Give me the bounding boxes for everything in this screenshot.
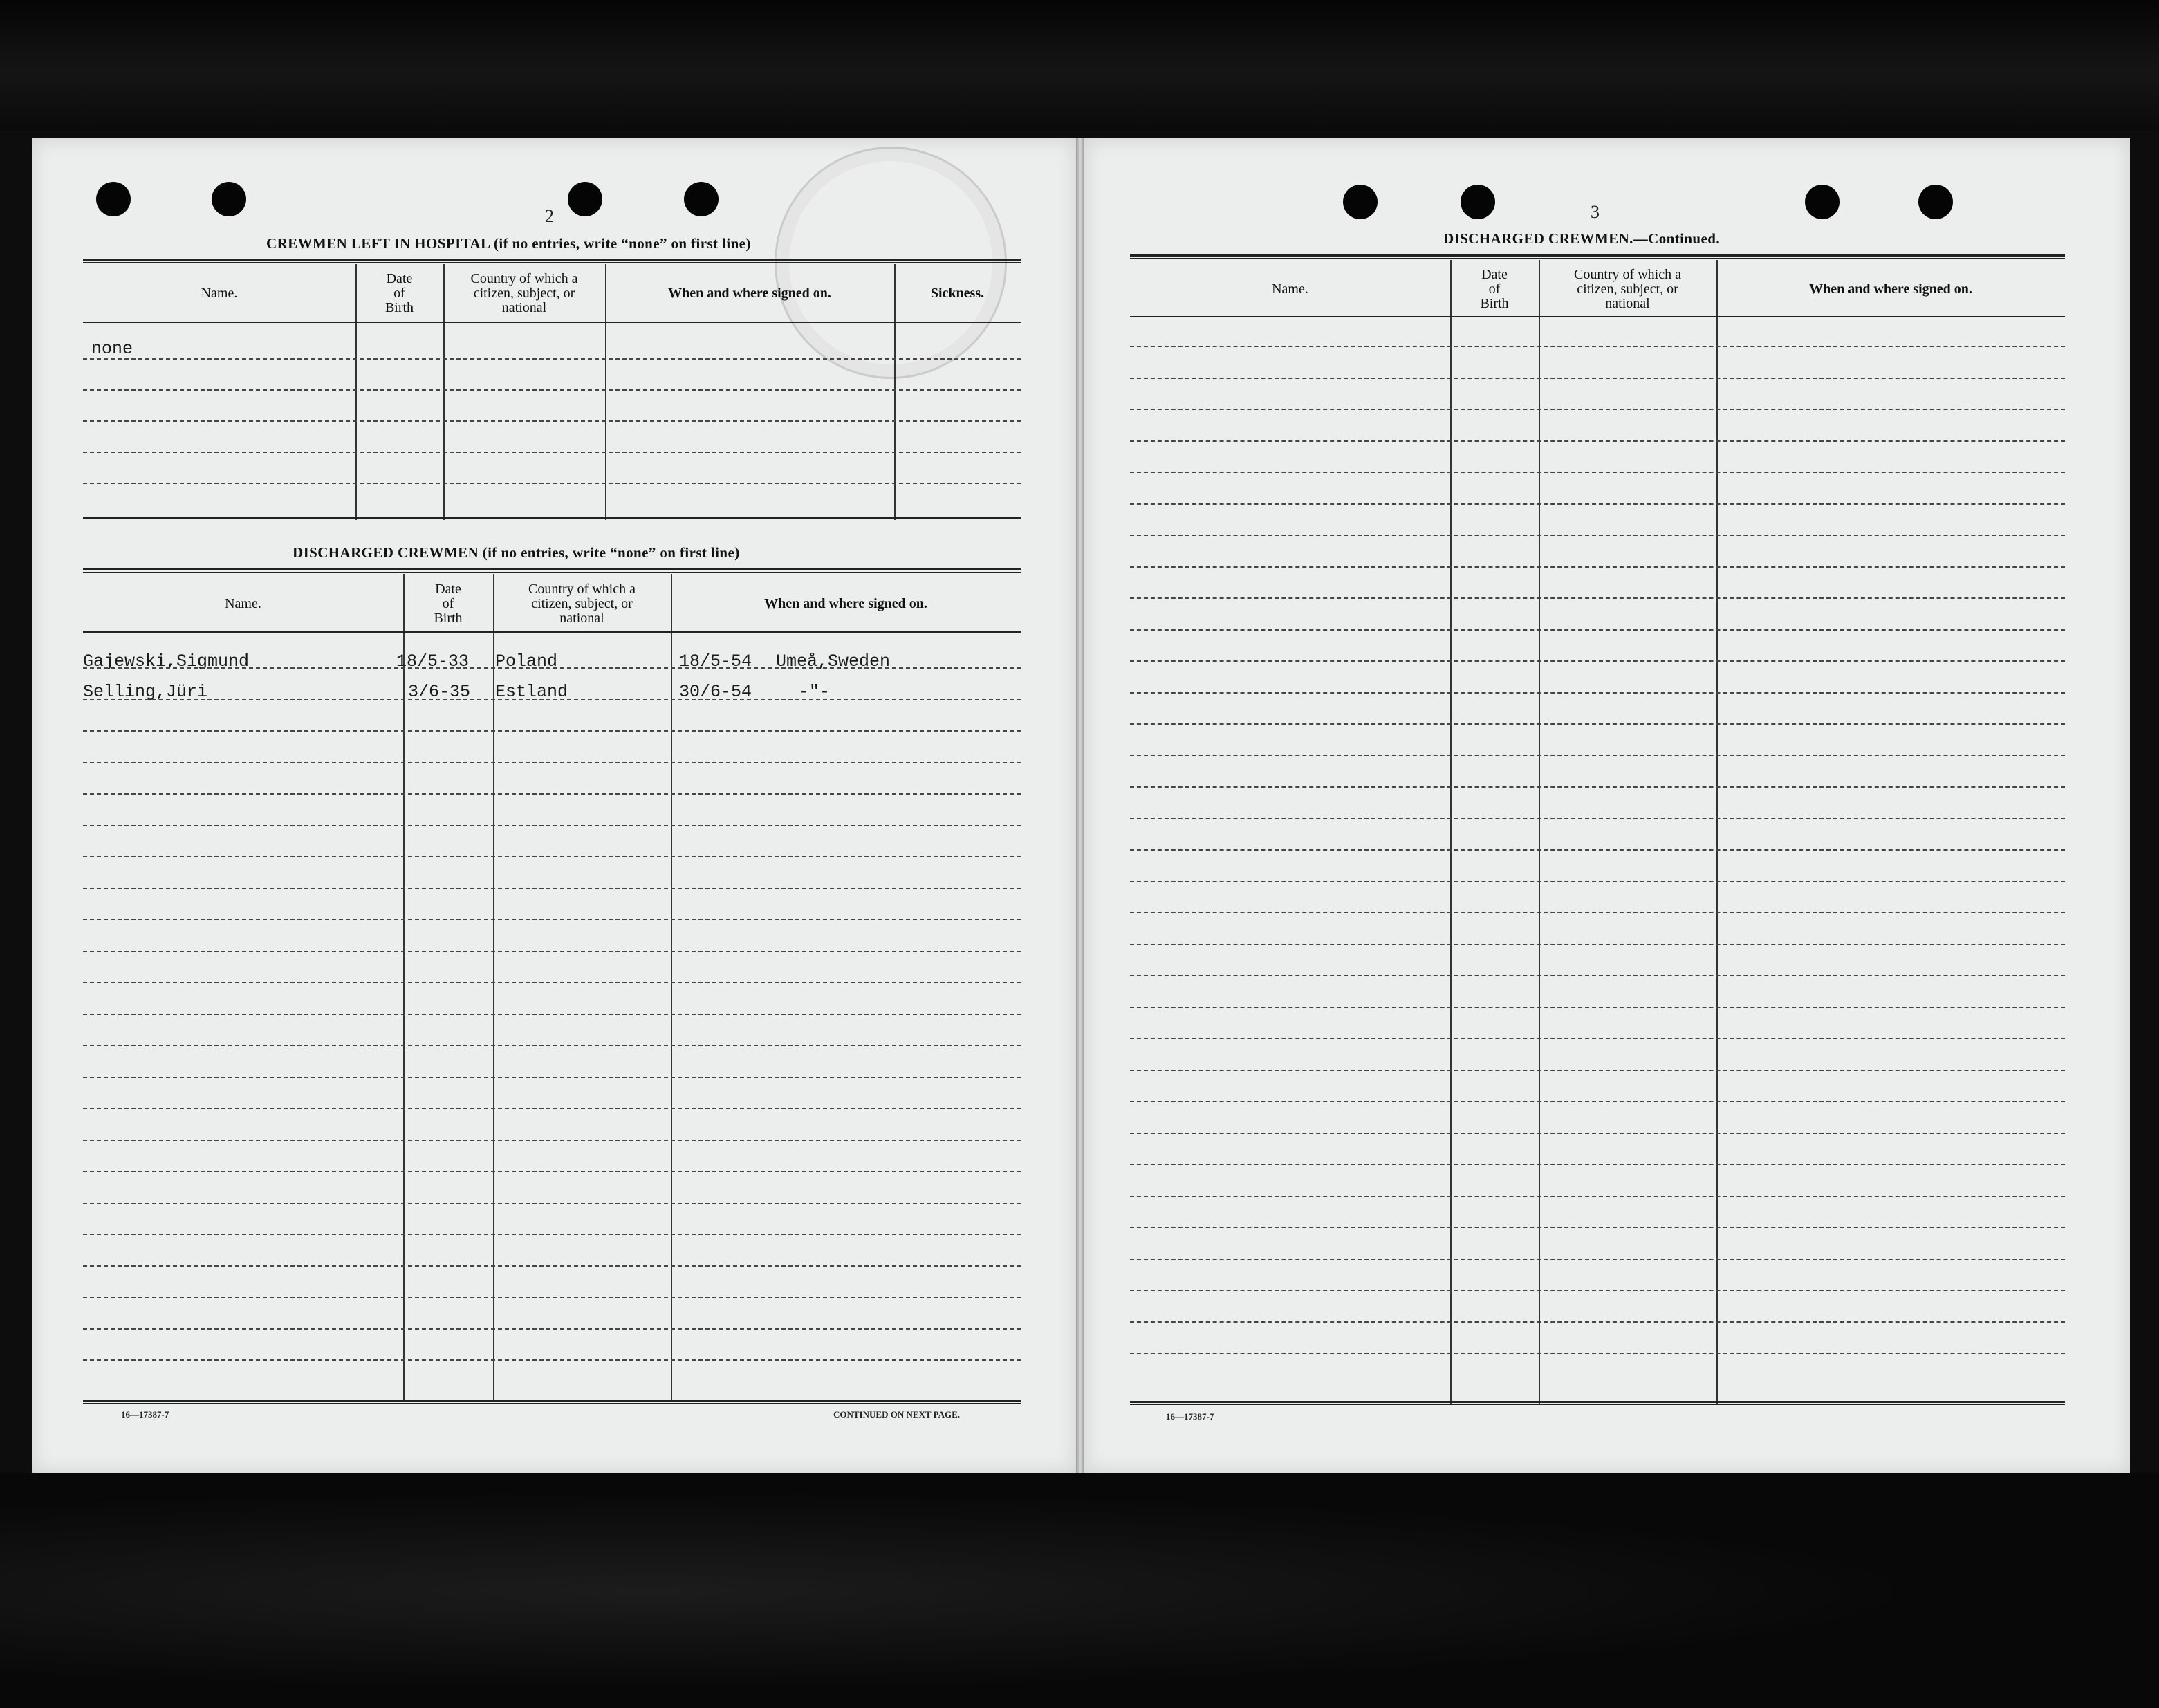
- entry-line: [83, 483, 1021, 484]
- entry-line: [83, 667, 1021, 669]
- entry-line: [83, 825, 1021, 826]
- column-header-dob: Date of Birth: [434, 581, 463, 626]
- entry-line: [83, 793, 1021, 795]
- entry-line: [1130, 1038, 2065, 1039]
- entry-line: [1130, 1259, 2065, 1260]
- entry-line: [83, 982, 1021, 983]
- entry-line: [1130, 1164, 2065, 1165]
- column-header-signed: When and where signed on.: [1809, 281, 1972, 297]
- entry-line: [1130, 1133, 2065, 1134]
- hospital-section-title: CREWMEN LEFT IN HOSPITAL (if no entries, write “none” on first line): [266, 235, 751, 252]
- entry-line: [83, 856, 1021, 857]
- crewman-country: Estland: [495, 682, 568, 702]
- section-bottom-rule: [83, 517, 1021, 519]
- column-divider: [493, 574, 494, 1400]
- entry-line: [83, 730, 1021, 732]
- column-header-name: Name.: [1272, 281, 1308, 297]
- entry-line: [83, 452, 1021, 453]
- column-divider: [1539, 260, 1540, 1404]
- entry-line: [1130, 472, 2065, 473]
- entry-line: [83, 1045, 1021, 1046]
- column-header-country: Country of which a citizen, subject, or national: [528, 581, 636, 626]
- entry-line: [1130, 975, 2065, 976]
- entry-line: [1130, 1227, 2065, 1228]
- entry-line: [1130, 849, 2065, 851]
- column-header-name: Name.: [201, 285, 238, 301]
- entry-line: [1130, 755, 2065, 756]
- entry-line: [1130, 912, 2065, 913]
- entry-line: [1130, 1101, 2065, 1102]
- faded-stamp: [775, 147, 1007, 379]
- entry-line: [1130, 881, 2065, 882]
- crewman-country: Poland: [495, 651, 558, 671]
- page-bottom-rule: [1130, 1401, 2065, 1405]
- entry-line: [1130, 597, 2065, 599]
- column-header-dob: Date of Birth: [384, 270, 414, 315]
- header-rule: [83, 631, 1021, 633]
- entry-line: [83, 1328, 1021, 1330]
- entry-line: [83, 1108, 1021, 1109]
- scanner-background-top: [0, 0, 2159, 131]
- punch-hole: [684, 182, 719, 216]
- entry-line: [1130, 503, 2065, 505]
- column-header-name: Name.: [225, 595, 261, 611]
- hospital-entry: none: [91, 339, 133, 359]
- column-divider: [1716, 260, 1718, 1404]
- crewman-dob: 18/5-33: [396, 651, 470, 671]
- punch-hole: [1805, 185, 1840, 219]
- entry-line: [1130, 440, 2065, 442]
- entry-line: [1130, 786, 2065, 788]
- page-number: 2: [545, 206, 554, 226]
- column-header-signed: When and where signed on.: [668, 285, 831, 301]
- section-rule: [83, 568, 1021, 573]
- entry-line: [83, 951, 1021, 952]
- header-rule: [1130, 316, 2065, 317]
- page-gutter: [1076, 138, 1084, 1473]
- crewman-name: Selling,Jüri: [83, 682, 208, 702]
- punch-hole: [568, 182, 602, 216]
- entry-line: [83, 1140, 1021, 1141]
- scanner-background-bottom: [0, 1473, 2159, 1708]
- crewman-name: Gajewski,Sigmund: [83, 651, 250, 671]
- entry-line: [83, 1203, 1021, 1204]
- entry-line: [1130, 723, 2065, 725]
- punch-hole: [1461, 185, 1495, 219]
- entry-line: [83, 420, 1021, 422]
- entry-line: [83, 1077, 1021, 1078]
- entry-line: [83, 1359, 1021, 1361]
- column-header-dob: Date of Birth: [1480, 266, 1509, 311]
- column-divider: [1450, 260, 1452, 1404]
- punch-hole: [1343, 185, 1378, 219]
- entry-line: [83, 1014, 1021, 1015]
- entry-line: [83, 919, 1021, 920]
- entry-line: [1130, 1007, 2065, 1008]
- form-number: 16—17387-7: [1166, 1411, 1214, 1422]
- entry-line: [1130, 1290, 2065, 1291]
- entry-line: [1130, 346, 2065, 347]
- crewman-signed-date: 18/5-54: [679, 651, 752, 671]
- entry-line: [83, 1171, 1021, 1172]
- column-header-country: Country of which a citizen, subject, or national: [470, 270, 578, 315]
- continued-note: CONTINUED ON NEXT PAGE.: [833, 1409, 960, 1420]
- entry-line: [83, 1234, 1021, 1235]
- column-divider: [671, 574, 672, 1400]
- crewman-signed-place: -"-: [799, 682, 831, 702]
- discharged-continued-title: DISCHARGED CREWMEN.—Continued.: [1443, 230, 1720, 247]
- entry-line: [83, 1265, 1021, 1267]
- crewman-dob: 3/6-35: [408, 682, 471, 702]
- crewman-signed-date: 30/6-54: [679, 682, 752, 702]
- punch-hole: [212, 182, 246, 216]
- entry-line: [83, 699, 1021, 700]
- entry-line: [1130, 660, 2065, 662]
- punch-hole: [1918, 185, 1953, 219]
- entry-line: [1130, 944, 2065, 945]
- entry-line: [83, 389, 1021, 391]
- entry-line: [1130, 1321, 2065, 1323]
- column-header-signed: When and where signed on.: [764, 595, 927, 611]
- discharged-section-title: DISCHARGED CREWMEN (if no entries, write “none” on first line): [293, 544, 740, 561]
- entry-line: [83, 358, 1021, 360]
- column-header-sickness: Sickness.: [930, 285, 985, 301]
- entry-line: [1130, 1353, 2065, 1354]
- entry-line: [1130, 1196, 2065, 1197]
- entry-line: [1130, 1070, 2065, 1071]
- entry-line: [83, 762, 1021, 763]
- entry-line: [1130, 818, 2065, 819]
- entry-line: [83, 1297, 1021, 1298]
- page-number: 3: [1591, 202, 1600, 222]
- entry-line: [1130, 378, 2065, 379]
- section-rule: [83, 259, 1021, 263]
- column-divider: [403, 574, 405, 1400]
- column-header-country: Country of which a citizen, subject, or national: [1574, 266, 1681, 311]
- page-bottom-rule: [83, 1400, 1021, 1404]
- entry-line: [1130, 629, 2065, 631]
- entry-line: [1130, 535, 2065, 536]
- entry-line: [1130, 566, 2065, 568]
- entry-line: [83, 888, 1021, 889]
- header-rule: [83, 322, 1021, 323]
- crewman-signed-place: Umeå,Sweden: [776, 651, 891, 671]
- entry-line: [1130, 409, 2065, 410]
- punch-hole: [96, 182, 131, 216]
- right-page: [1084, 138, 2130, 1473]
- form-number: 16—17387-7: [121, 1409, 169, 1420]
- section-rule: [1130, 254, 2065, 259]
- entry-line: [1130, 692, 2065, 694]
